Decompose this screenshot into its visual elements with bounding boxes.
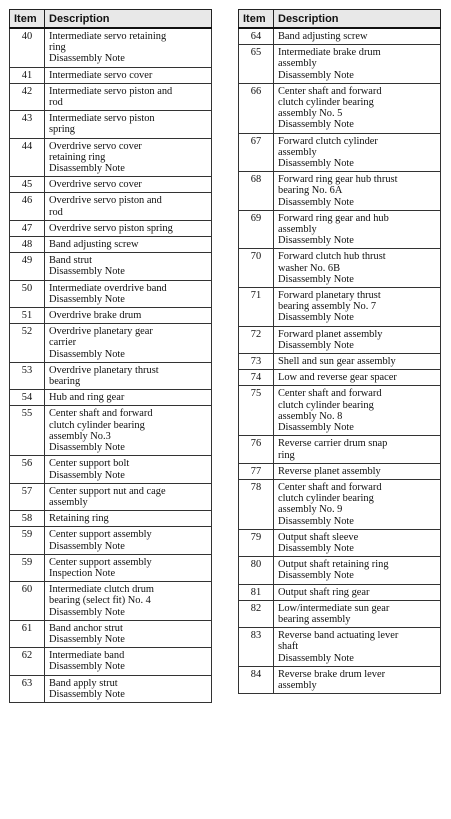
- description-line: assembly: [278, 679, 317, 691]
- item-number: 55: [10, 406, 45, 456]
- description-line: Reverse carrier drum snap: [278, 438, 388, 450]
- table-row: [10, 324, 212, 363]
- description-line: Band adjusting screw: [49, 239, 139, 251]
- description-line: Reverse planet assembly: [278, 465, 381, 477]
- description-line: assembly No.3: [49, 430, 111, 442]
- item-number: 67: [239, 133, 274, 172]
- description-line: Forward planet assembly: [278, 328, 383, 340]
- description-line: Disassembly Note: [49, 540, 125, 552]
- description-line: Band anchor strut: [49, 622, 123, 634]
- item-description: [274, 463, 441, 479]
- description-line: Center shaft and forward: [278, 85, 382, 97]
- description-line: Forward ring gear hub thrust: [278, 174, 398, 186]
- item-number: 78: [239, 479, 274, 529]
- table-row: [239, 370, 441, 386]
- description-line: Band adjusting screw: [278, 31, 368, 42]
- description-line: Center support bolt: [49, 458, 130, 470]
- table-row: [10, 67, 212, 83]
- item-description: [274, 288, 441, 327]
- item-description: [45, 390, 212, 406]
- table-row: [239, 83, 441, 133]
- table-row: [10, 648, 212, 675]
- table-row: [239, 584, 441, 600]
- item-description: [45, 582, 212, 621]
- table-row: [239, 288, 441, 327]
- item-description: [274, 584, 441, 600]
- description-line: Intermediate band: [49, 650, 125, 662]
- description-line: assembly No. 9: [278, 504, 343, 516]
- description-line: assembly: [278, 146, 317, 158]
- item-description: [45, 253, 212, 280]
- description-line: Forward clutch hub thrust: [278, 251, 386, 263]
- description-line: assembly: [278, 224, 317, 236]
- item-column-header: Item: [10, 10, 45, 29]
- table-row: [10, 220, 212, 236]
- item-number: 68: [239, 172, 274, 211]
- table-row: [10, 280, 212, 307]
- item-description: [45, 308, 212, 324]
- item-description: [274, 210, 441, 249]
- item-description: [274, 249, 441, 288]
- description-line: Disassembly Note: [278, 158, 354, 170]
- description-line: spring: [49, 124, 75, 136]
- item-number: 44: [10, 138, 45, 177]
- table-row: [10, 28, 212, 67]
- description-line: Disassembly Note: [278, 422, 354, 434]
- description-line: bearing assembly No. 7: [278, 301, 377, 313]
- description-line: Output shaft ring gear: [278, 586, 370, 598]
- item-description: [274, 557, 441, 584]
- item-description: [274, 628, 441, 667]
- item-description: [274, 436, 441, 463]
- description-line: ring: [278, 449, 295, 461]
- description-line: assembly: [49, 496, 88, 508]
- description-line: Overdrive servo piston spring: [49, 222, 173, 234]
- item-number: 70: [239, 249, 274, 288]
- description-line: Center support assembly: [49, 556, 152, 568]
- description-line: Center shaft and forward: [49, 408, 153, 420]
- table-row: [10, 456, 212, 483]
- table-row: [239, 133, 441, 172]
- description-line: Low/intermediate sun gear: [278, 602, 390, 614]
- item-description: [274, 370, 441, 386]
- item-description: [45, 28, 212, 67]
- table-row: [10, 582, 212, 621]
- item-description: [45, 554, 212, 581]
- item-number: 63: [10, 675, 45, 702]
- table-row: [239, 529, 441, 556]
- table-row: [10, 406, 212, 456]
- item-number: 41: [10, 67, 45, 83]
- table-row: [239, 172, 441, 211]
- item-description: [274, 600, 441, 627]
- table-row: [239, 463, 441, 479]
- item-description: [45, 511, 212, 527]
- description-line: Disassembly Note: [278, 196, 354, 208]
- description-line: Disassembly Note: [49, 661, 125, 673]
- description-line: clutch cylinder bearing: [278, 399, 374, 411]
- description-line: carrier: [49, 337, 77, 349]
- description-line: Disassembly Note: [49, 469, 125, 481]
- description-line: Center support assembly: [49, 529, 152, 541]
- item-number: 50: [10, 280, 45, 307]
- item-number: 66: [239, 83, 274, 133]
- description-line: clutch cylinder bearing: [278, 493, 374, 505]
- description-line: Disassembly Note: [278, 570, 354, 582]
- item-column-header: Item: [239, 10, 274, 29]
- item-description: [274, 28, 441, 45]
- item-number: 64: [239, 28, 274, 45]
- table-row: [10, 177, 212, 193]
- description-line: Disassembly Note: [278, 235, 354, 247]
- item-number: 72: [239, 326, 274, 353]
- description-line: Disassembly Note: [278, 119, 354, 131]
- description-line: Band apply strut: [49, 677, 118, 689]
- description-line: Intermediate overdrive band: [49, 282, 167, 294]
- description-line: Overdrive servo cover: [49, 179, 142, 191]
- item-description: [274, 45, 441, 84]
- item-description: [274, 133, 441, 172]
- item-description: [274, 354, 441, 370]
- table-row: [239, 210, 441, 249]
- table-row: [10, 308, 212, 324]
- description-line: Disassembly Note: [278, 273, 354, 285]
- table-row: [10, 511, 212, 527]
- item-description: [45, 193, 212, 220]
- table-row: [10, 675, 212, 702]
- item-description: [45, 675, 212, 702]
- description-line: bearing (select fit) No. 4: [49, 595, 151, 607]
- description-line: clutch cylinder bearing: [49, 419, 145, 431]
- item-description: [274, 386, 441, 436]
- description-line: Disassembly Note: [49, 348, 125, 360]
- item-number: 58: [10, 511, 45, 527]
- table-row: [239, 28, 441, 45]
- description-line: Overdrive brake drum: [49, 310, 142, 322]
- parts-table-left-body: [10, 28, 212, 702]
- item-number: 53: [10, 362, 45, 389]
- table-row: [239, 249, 441, 288]
- description-line: Overdrive planetary thrust: [49, 364, 159, 376]
- table-row: [10, 390, 212, 406]
- description-line: Disassembly Note: [49, 442, 125, 454]
- table-row: [10, 83, 212, 110]
- item-number: 49: [10, 253, 45, 280]
- description-line: Disassembly Note: [49, 606, 125, 618]
- item-number: 56: [10, 456, 45, 483]
- item-number: 73: [239, 354, 274, 370]
- item-number: 54: [10, 390, 45, 406]
- table-row: [239, 45, 441, 84]
- header-row: [10, 10, 212, 29]
- item-number: 81: [239, 584, 274, 600]
- table-row: [239, 326, 441, 353]
- description-line: Low and reverse gear spacer: [278, 372, 397, 384]
- item-number: 51: [10, 308, 45, 324]
- item-description: [45, 456, 212, 483]
- item-description: [45, 177, 212, 193]
- item-number: 82: [239, 600, 274, 627]
- item-number: 57: [10, 483, 45, 510]
- item-description: [45, 362, 212, 389]
- description-line: rod: [49, 206, 63, 218]
- description-line: washer No. 6B: [278, 262, 341, 274]
- item-number: 77: [239, 463, 274, 479]
- description-line: assembly No. 5: [278, 108, 343, 120]
- item-description: [45, 280, 212, 307]
- item-number: 74: [239, 370, 274, 386]
- description-line: Forward ring gear and hub: [278, 212, 389, 224]
- description-line: Overdrive servo piston and: [49, 195, 162, 207]
- item-description: [274, 666, 441, 693]
- description-line: Overdrive servo cover: [49, 140, 142, 152]
- description-line: Disassembly Note: [278, 339, 354, 351]
- item-number: 83: [239, 628, 274, 667]
- item-description: [45, 67, 212, 83]
- item-number: 62: [10, 648, 45, 675]
- description-line: Disassembly Note: [49, 688, 125, 700]
- description-line: bearing: [49, 376, 81, 388]
- table-row: [10, 483, 212, 510]
- table-row: [239, 479, 441, 529]
- table-row: [10, 527, 212, 554]
- description-line: Disassembly Note: [278, 652, 354, 664]
- description-line: retaining ring: [49, 151, 106, 163]
- item-number: 71: [239, 288, 274, 327]
- item-description: [45, 483, 212, 510]
- description-line: Inspection Note: [49, 567, 116, 579]
- description-line: Intermediate brake drum: [278, 47, 381, 59]
- description-line: Disassembly Note: [49, 53, 125, 65]
- item-description: [45, 220, 212, 236]
- description-line: Intermediate servo cover: [49, 69, 153, 81]
- table-row: [239, 600, 441, 627]
- description-line: clutch cylinder bearing: [278, 97, 374, 109]
- description-line: rod: [49, 97, 63, 109]
- item-number: 46: [10, 193, 45, 220]
- item-description: [274, 326, 441, 353]
- item-description: [274, 529, 441, 556]
- description-line: Intermediate servo retaining: [49, 31, 167, 42]
- description-line: assembly No. 8: [278, 410, 343, 422]
- description-line: Overdrive planetary gear: [49, 326, 153, 338]
- item-description: [45, 527, 212, 554]
- description-line: bearing No. 6A: [278, 185, 343, 197]
- item-number: 76: [239, 436, 274, 463]
- description-line: Retaining ring: [49, 513, 109, 525]
- description-line: bearing assembly: [278, 613, 351, 625]
- item-number: 80: [239, 557, 274, 584]
- table-row: [10, 138, 212, 177]
- item-number: 79: [239, 529, 274, 556]
- item-number: 40: [10, 28, 45, 67]
- description-line: assembly: [278, 58, 317, 70]
- table-row: [239, 386, 441, 436]
- description-line: Disassembly Note: [278, 69, 354, 81]
- table-row: [239, 436, 441, 463]
- item-number: 59: [10, 527, 45, 554]
- item-description: [274, 83, 441, 133]
- table-row: [10, 620, 212, 647]
- description-line: Reverse brake drum lever: [278, 668, 386, 680]
- description-line: Center shaft and forward: [278, 388, 382, 400]
- item-number: 42: [10, 83, 45, 110]
- item-number: 84: [239, 666, 274, 693]
- table-row: [239, 557, 441, 584]
- description-line: Output shaft retaining ring: [278, 559, 389, 571]
- description-line: ring: [49, 42, 66, 54]
- table-row: [10, 237, 212, 253]
- description-line: Disassembly Note: [49, 633, 125, 645]
- description-line: Reverse band actuating lever: [278, 630, 399, 642]
- item-number: 75: [239, 386, 274, 436]
- description-line: Center support nut and cage: [49, 485, 166, 497]
- item-number: 59: [10, 554, 45, 581]
- description-line: Intermediate servo piston: [49, 113, 155, 125]
- item-number: 69: [239, 210, 274, 249]
- table-row: [239, 628, 441, 667]
- item-number: 61: [10, 620, 45, 647]
- description-line: Shell and sun gear assembly: [278, 356, 396, 368]
- description-line: Hub and ring gear: [49, 392, 125, 404]
- item-description: [45, 237, 212, 253]
- description-line: Forward planetary thrust: [278, 290, 381, 302]
- description-line: Disassembly Note: [49, 266, 125, 278]
- parts-table-right: [238, 9, 441, 694]
- item-description: [274, 172, 441, 211]
- description-line: Band strut: [49, 255, 93, 267]
- item-number: 52: [10, 324, 45, 363]
- item-number: 48: [10, 237, 45, 253]
- item-description: [45, 648, 212, 675]
- table-row: [10, 554, 212, 581]
- item-number: 65: [239, 45, 274, 84]
- table-row: [10, 253, 212, 280]
- description-line: Disassembly Note: [278, 312, 354, 324]
- description-column-header: Description: [45, 10, 212, 29]
- parts-table-right-body: [239, 28, 441, 694]
- description-line: Output shaft sleeve: [278, 531, 359, 543]
- description-line: Disassembly Note: [49, 163, 125, 175]
- item-number: 43: [10, 111, 45, 138]
- item-description: [45, 111, 212, 138]
- description-line: Center shaft and forward: [278, 481, 382, 493]
- description-line: shaft: [278, 641, 299, 653]
- table-row: [10, 193, 212, 220]
- item-description: [45, 620, 212, 647]
- item-description: [45, 83, 212, 110]
- item-number: 47: [10, 220, 45, 236]
- table-row: [10, 362, 212, 389]
- table-row: [239, 354, 441, 370]
- parts-table-left: [9, 9, 212, 703]
- item-description: [274, 479, 441, 529]
- description-line: Forward clutch cylinder: [278, 135, 378, 147]
- item-description: [45, 138, 212, 177]
- header-row: [239, 10, 441, 29]
- description-column-header: Description: [274, 10, 441, 29]
- item-description: [45, 406, 212, 456]
- item-number: 45: [10, 177, 45, 193]
- description-line: Disassembly Note: [278, 542, 354, 554]
- description-line: Intermediate clutch drum: [49, 584, 155, 596]
- table-row: [10, 111, 212, 138]
- table-row: [239, 666, 441, 693]
- item-description: [45, 324, 212, 363]
- description-line: Intermediate servo piston and: [49, 85, 173, 97]
- item-number: 60: [10, 582, 45, 621]
- description-line: Disassembly Note: [49, 293, 125, 305]
- description-line: Disassembly Note: [278, 515, 354, 527]
